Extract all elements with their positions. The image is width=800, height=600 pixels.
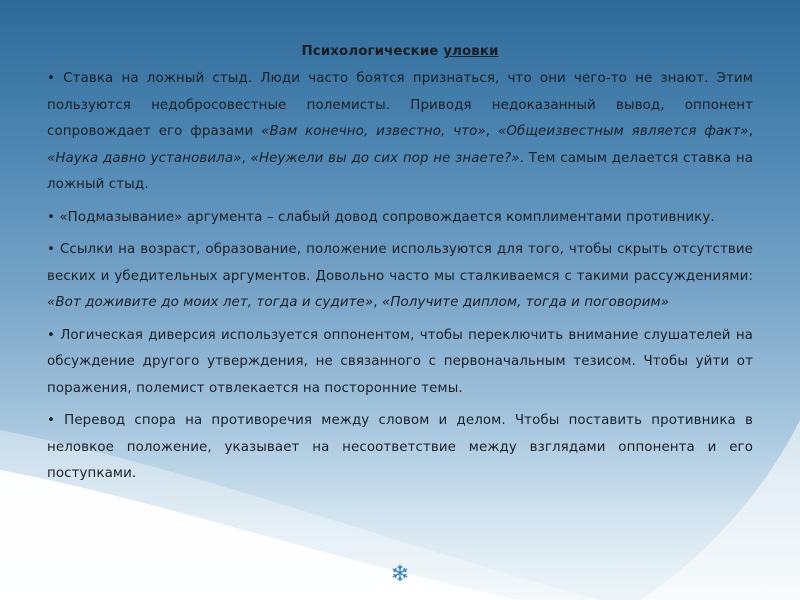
paragraph-authority-references <box>47 237 753 317</box>
p1-text-b: , <box>485 124 498 139</box>
p3-quote-1: «Вот доживите до моих лет, тогда и судите» <box>47 295 374 310</box>
title-word-2: уловки <box>443 44 499 59</box>
snowflake-icon <box>391 564 409 582</box>
p1-text-c: , <box>748 124 753 139</box>
p3-text-a: • Ссылки на возраст, образование, положение используются для того, чтобы скрыть отсутствие веских и убедительных аргументов. Довольно часто мы сталкиваемся с такими рассуждениями: <box>47 242 753 284</box>
slide-content <box>47 40 753 494</box>
p1-quote-2: «Общеизвестным является факт» <box>497 124 749 139</box>
title-word-1: Психологические <box>301 44 439 59</box>
slide-title <box>47 40 753 64</box>
paragraph-word-deed-contradiction: • Перевод спора на противоречия между словом и делом. Чтобы поставить противника в неловкое положение, указывает на несоответствие между взглядами оппонента и его поступками. <box>47 413 753 481</box>
p3-quote-2: «Получите диплом, тогда и поговорим» <box>381 295 670 310</box>
p1-quote-3: «Наука давно установила» <box>47 150 242 166</box>
p1-text-a: • Ставка на ложный стыд. Люди часто боятся признаться, что они чего-то не знают. Этим пользуются недобросовестные полемисты. Приводя недоказанный вывод, оппонент сопровождает его фразами <box>47 71 753 139</box>
paragraph-logical-diversion: • Логическая диверсия используется оппонентом, чтобы переключить внимание слушателей на обсуждение другого утверждения, не связанного с первоначальным тезисом. Чтобы уйти от поражения, полемист отвлекается на посторонние темы. <box>47 327 753 396</box>
p3-text-b: , <box>373 295 382 310</box>
p1-text-d: , <box>241 150 251 166</box>
p1-text-e: . Тем самым делается ставка на ложный стыд. <box>47 150 754 192</box>
paragraph-false-shame <box>47 66 753 199</box>
paragraph-flattery: • «Подмазывание» аргумента – слабый довод сопровождается комплиментами противнику. <box>47 209 715 225</box>
p1-quote-4: «Неужели вы до сих пор не знаете?» <box>250 150 520 166</box>
p1-quote-1: «Вам конечно, известно, что» <box>261 124 486 139</box>
